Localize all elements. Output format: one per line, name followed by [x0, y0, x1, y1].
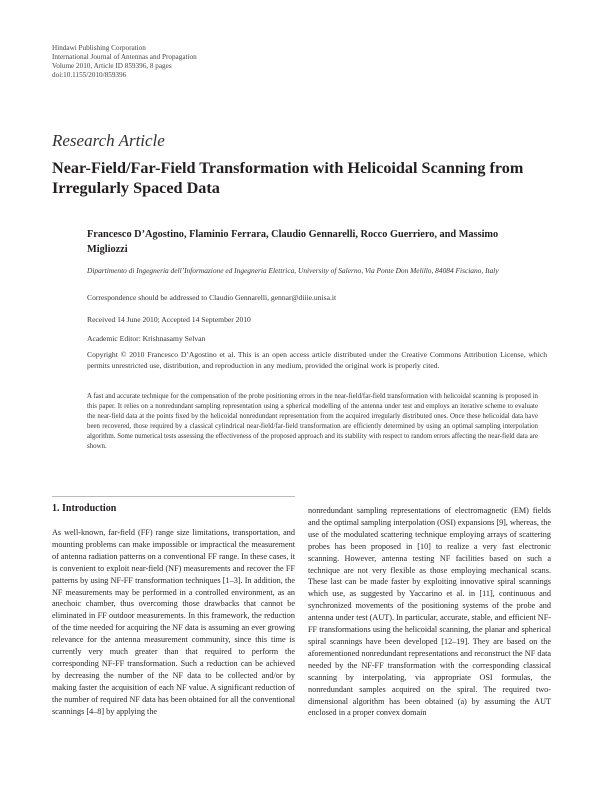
publisher: Hindawi Publishing Corporation — [52, 44, 146, 52]
authors: Francesco D’Agostino, Flaminio Ferrara, Claudio Gennarelli, Rocco Guerriero, and Massimo Migliozzi — [87, 229, 499, 255]
academic-editor: Academic Editor: Krishnasamy Selvan — [87, 334, 206, 343]
doi: doi:10.1155/2010/859396 — [52, 71, 127, 79]
paragraph: As well-known, far-field (FF) range size limitations, transportation, and mounting problems can make impossible or impractical the measurement of antenna radiation patterns on a conventional FF range. In these cases, it is convenient to exploit near-field (NF) measurements and recover the FF patterns by using NF-FF transformation techniques [1–3]. In addition, the NF measurements may be performed in a controlled environment, as an anechoic chamber, thus overcoming those drawbacks that cannot be eliminated in FF outdoor measurements. In this framework, the reduction of the time needed for acquiring the NF data is assuming an ever growing relevance for the antenna measurement community, since this time is currently very much greater than that required to perform the corresponding NF-FF transformation. Such a reduction can be achieved by decreasing the number of the NF data to be collected and/or by making faster the acquisition of each NF value. A significant reduction of the number of required NF data has been obtained for all the conventional scannings [4–8] by applying the — [52, 528, 295, 716]
received-dates: Received 14 June 2010; Accepted 14 September 2010 — [87, 315, 251, 324]
copyright-notice: Copyright © 2010 Francesco D’Agostino et al. This is an open access article distributed under the Creative Commons Attribution License, which permits unrestricted use, distribution, and reproduction in any medium, provided the original work is properly cited. — [87, 350, 547, 370]
journal-header — [52, 44, 197, 80]
article-type: Research Article — [52, 131, 165, 150]
correspondence: Correspondence should be addressed to Claudio Gennarelli, gennar@diiie.unisa.it — [87, 293, 337, 302]
volume-info: Volume 2010, Article ID 859396, 8 pages — [52, 62, 172, 70]
abstract: A fast and accurate technique for the compensation of the probe positioning errors in the near-field/far-field transformation with helicoidal scanning is proposed in this paper. It relies on a nonredundant sampling representation using a spherical modelling of the antenna under test and employs an iterative scheme to evaluate the near-field data at the points fixed by the helicoidal nonredundant representation from the acquired irregularly distributed ones. Once these helicoidal data have been recovered, those required by a classical cylindrical near-field/far-field transformation are efficiently determined by using an optimal sampling interpolation algorithm. Some numerical tests assessing the effectiveness of the proposed approach and its stability with respect to random errors affecting the near-field data are shown. — [87, 393, 538, 450]
body-column-left — [52, 527, 295, 718]
section-divider — [52, 496, 295, 497]
journal-name: International Journal of Antennas and Propagation — [52, 53, 197, 61]
paper-title: Near-Field/Far-Field Transformation with Helicoidal Scanning from Irregularly Spaced Data — [52, 159, 524, 197]
body-column-right — [308, 505, 551, 719]
affiliation: Dipartimento di Ingegneria dell’Informazione ed Ingegneria Elettrica, University of Salerno, Via Ponte Don Melillo, 84084 Fisciano, Italy — [87, 266, 499, 275]
section-heading: 1. Introduction — [52, 503, 117, 514]
paragraph: nonredundant sampling representations of electromagnetic (EM) fields and the optimal sampling interpolation (OSI) expansions [9], whereas, the use of the modulated scattering technique employing arrays of scattering probes has been proposed in [10] to realize a very fast electronic scanning. However, antenna testing NF facilities based on such a technique are not very flexible as those employing mechanical scans. These last can be made faster by exploiting innovative spiral scannings which use, as suggested by Yaccarino et al. in [11], continuous and synchronized movements of the positioning systems of the probe and antenna under test (AUT). In particular, accurate, stable, and efficient NF-FF transformations using the helicoidal scanning, the planar and spherical spiral scannings have been developed [12–19]. They are based on the aforementioned nonredundant representations and reconstruct the NF data needed by the NF-FF transformation with the corresponding classical scanning by interpolating, via appropriate OSI formulas, the nonredundant samples acquired on the spiral. The required two-dimensional algorithm has been obtained (a) by assuming the AUT enclosed in a proper convex domain — [308, 506, 551, 718]
